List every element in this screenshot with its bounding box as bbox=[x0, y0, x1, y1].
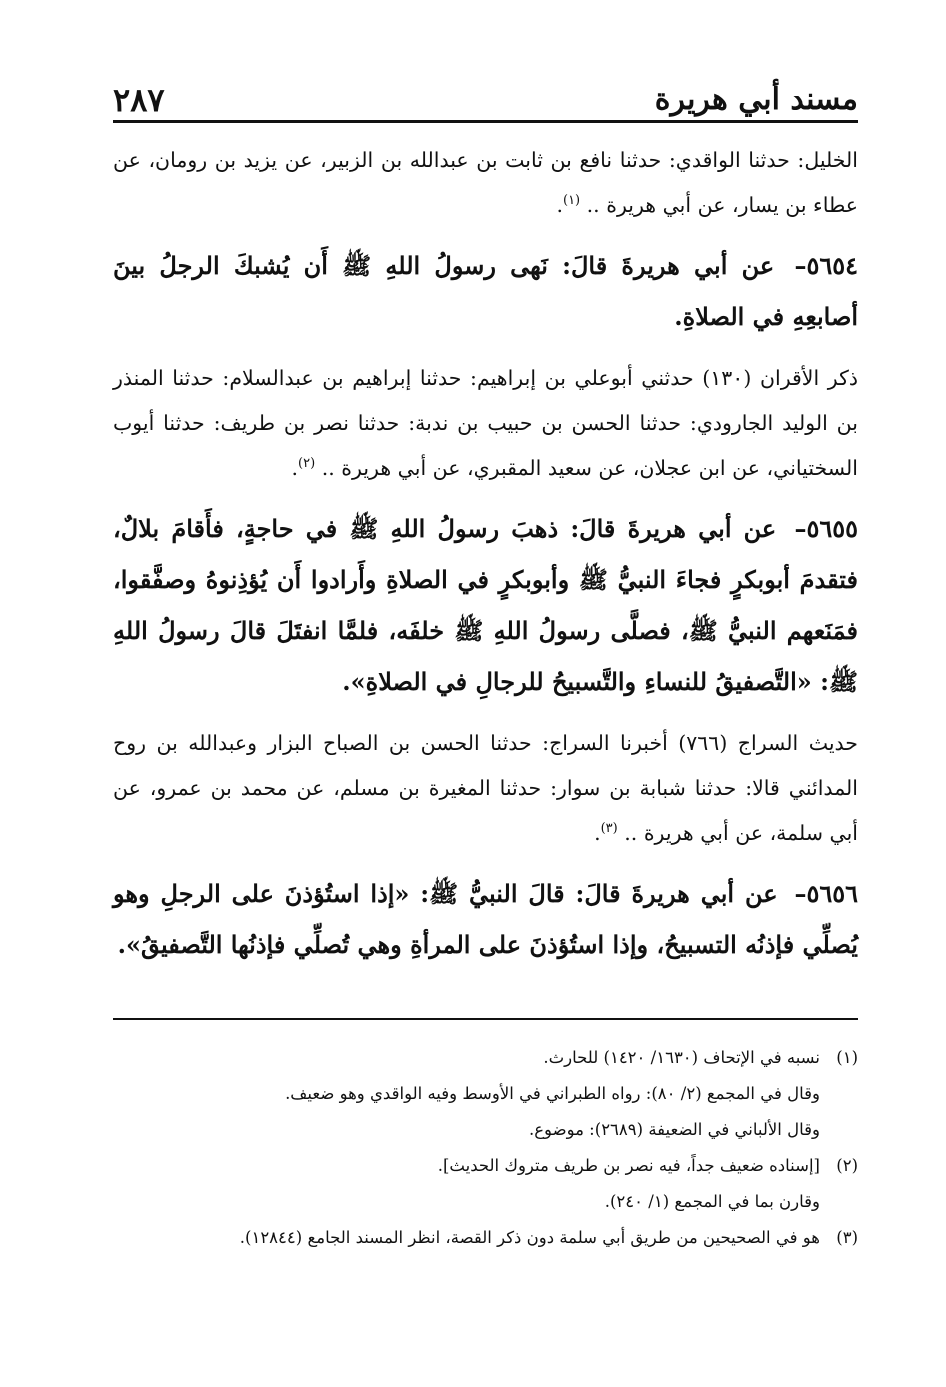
hadith-text: عن أبي هريرةَ قالَ: ذهبَ رسولُ اللهِ ﷺ في حاجةٍ، فأَقامَ بلالٌ، فتقدمَ أبوبكرٍ فجاءَ النبيُّ ﷺ وأبوبكرٍ في الصلاةِ وأَرادوا أَن يُؤذِنوهُ وصفَّقوا، فمَنَعهم النبيُّ ﷺ، فصلَّى رسولُ اللهِ ﷺ خلفَه، فلمَّا انفتَلَ قالَ رسولُ اللهِ ﷺ: «التَّصفيقُ للنساءِ والتَّسبيحُ للرجالِ في الصلاةِ». bbox=[113, 514, 858, 696]
hadith-5656 bbox=[113, 868, 858, 970]
page-header bbox=[113, 70, 858, 123]
footnote-text: [إسناده ضعيف جداً، فيه نصر بن طريف متروك الحديث]. bbox=[437, 1156, 820, 1175]
main-text bbox=[113, 138, 858, 984]
hadith-number: ٥٦٥٥– bbox=[794, 514, 859, 543]
isnad-paragraph-1: الخليل: حدثنا الواقدي: حدثنا نافع بن ثابت بن عبدالله بن الزبير، عن يزيد بن رومان، عن عطاء بن يسار، عن أبي هريرة .. $^{(١)}$. bbox=[113, 148, 858, 217]
footnote-line bbox=[113, 1220, 858, 1256]
footnote-ref-1[interactable]: (١) bbox=[562, 193, 581, 209]
footnote-line bbox=[113, 1148, 858, 1184]
isnad-paragraph-2: ذكر الأقران (١٣٠) حدثني أبوعلي بن إبراهيم: حدثنا إبراهيم بن عبدالسلام: حدثنا المنذر بن الوليد الجارودي: حدثنا الحسن بن حبيب بن ندبة: حدثنا نصر بن طريف: حدثنا أيوب السختياني، عن ابن عجلان، عن سعيد المقبري، عن أبي هريرة .. $^{(٢)}$. bbox=[113, 366, 858, 480]
footnote-text: وقال الألباني في الضعيفة (٢٦٨٩): موضوع. bbox=[528, 1120, 820, 1139]
footnote-number: (١) bbox=[836, 1048, 858, 1067]
running-title: مسند أبي هريرة bbox=[654, 82, 858, 117]
hadith-text: عن أبي هريرةَ قالَ: قالَ النبيُّ ﷺ: «إذا استُؤذنَ على الرجلِ وهو يُصلِّي فإذنُه التسبيحُ، وإذا استُؤذنَ على المرأةِ وهي تُصلِّي فإذنُها التَّصفيقُ». bbox=[113, 879, 858, 959]
paragraph-text: الخليل: حدثنا الواقدي: حدثنا نافع بن ثابت بن عبدالله بن الزبير، عن يزيد بن رومان، عن عطاء بن يسار، عن أبي هريرة .. bbox=[113, 148, 858, 217]
paragraph-text: ذكر الأقران (١٣٠) حدثني أبوعلي بن إبراهيم: حدثنا إبراهيم بن عبدالسلام: حدثنا المنذر بن الوليد الجارودي: حدثنا الحسن بن حبيب بن ندبة: حدثنا نصر بن طريف: حدثنا أيوب السختياني، عن ابن عجلان، عن سعيد المقبري، عن أبي هريرة .. bbox=[113, 366, 858, 480]
hadith-number: ٥٦٥٦– bbox=[794, 879, 858, 908]
footnote-line bbox=[113, 1184, 858, 1220]
footnotes bbox=[113, 1040, 858, 1256]
footnote-text: وقارن بما في المجمع (١/ ٢٤٠). bbox=[604, 1192, 820, 1211]
hadith-text: عن أبي هريرةَ قالَ: نَهى رسولُ اللهِ ﷺ أَن يُشبكَ الرجلُ بينَ أصابعِهِ في الصلاةِ. bbox=[113, 251, 858, 331]
footnote-text: نسبه في الإتحاف (١٦٣٠/ ١٤٢٠) للحارث. bbox=[543, 1048, 820, 1067]
footnote-divider bbox=[113, 1018, 858, 1020]
footnote-ref-2[interactable]: (٢) bbox=[298, 456, 316, 472]
hadith-5654 bbox=[113, 240, 858, 342]
hadith-5655 bbox=[113, 503, 858, 707]
footnote-line bbox=[113, 1076, 858, 1112]
footnote-number: (٢) bbox=[836, 1156, 858, 1175]
page-number: ٢٨٧ bbox=[113, 81, 165, 119]
footnote-line bbox=[113, 1112, 858, 1148]
hadith-number: ٥٦٥٤– bbox=[794, 251, 859, 280]
footnote-ref-3[interactable]: (٣) bbox=[600, 821, 618, 837]
isnad-paragraph-3: حديث السراج (٧٦٦) أخبرنا السراج: حدثنا الحسن بن الصباح البزار وعبدالله بن روح المدائني قالا: حدثنا شبابة بن سوار: حدثنا المغيرة بن مسلم، عن محمد بن عمرو، عن أبي سلمة، عن أبي هريرة .. $^{(٣)}$. bbox=[113, 731, 858, 845]
footnote-line bbox=[113, 1040, 858, 1076]
paragraph-text: حديث السراج (٧٦٦) أخبرنا السراج: حدثنا الحسن بن الصباح البزار وعبدالله بن روح المدائني قالا: حدثنا شبابة بن سوار: حدثنا المغيرة بن مسلم، عن محمد بن عمرو، عن أبي سلمة، عن أبي هريرة .. bbox=[113, 731, 858, 845]
footnote-text: هو في الصحيحين من طريق أبي سلمة دون ذكر القصة، انظر المسند الجامع (١٢٨٤٤). bbox=[239, 1228, 820, 1247]
footnote-text: وقال في المجمع (٢/ ٨٠): رواه الطبراني في الأوسط وفيه الواقدي وهو ضعيف. bbox=[285, 1084, 820, 1103]
footnote-number: (٣) bbox=[836, 1228, 858, 1247]
